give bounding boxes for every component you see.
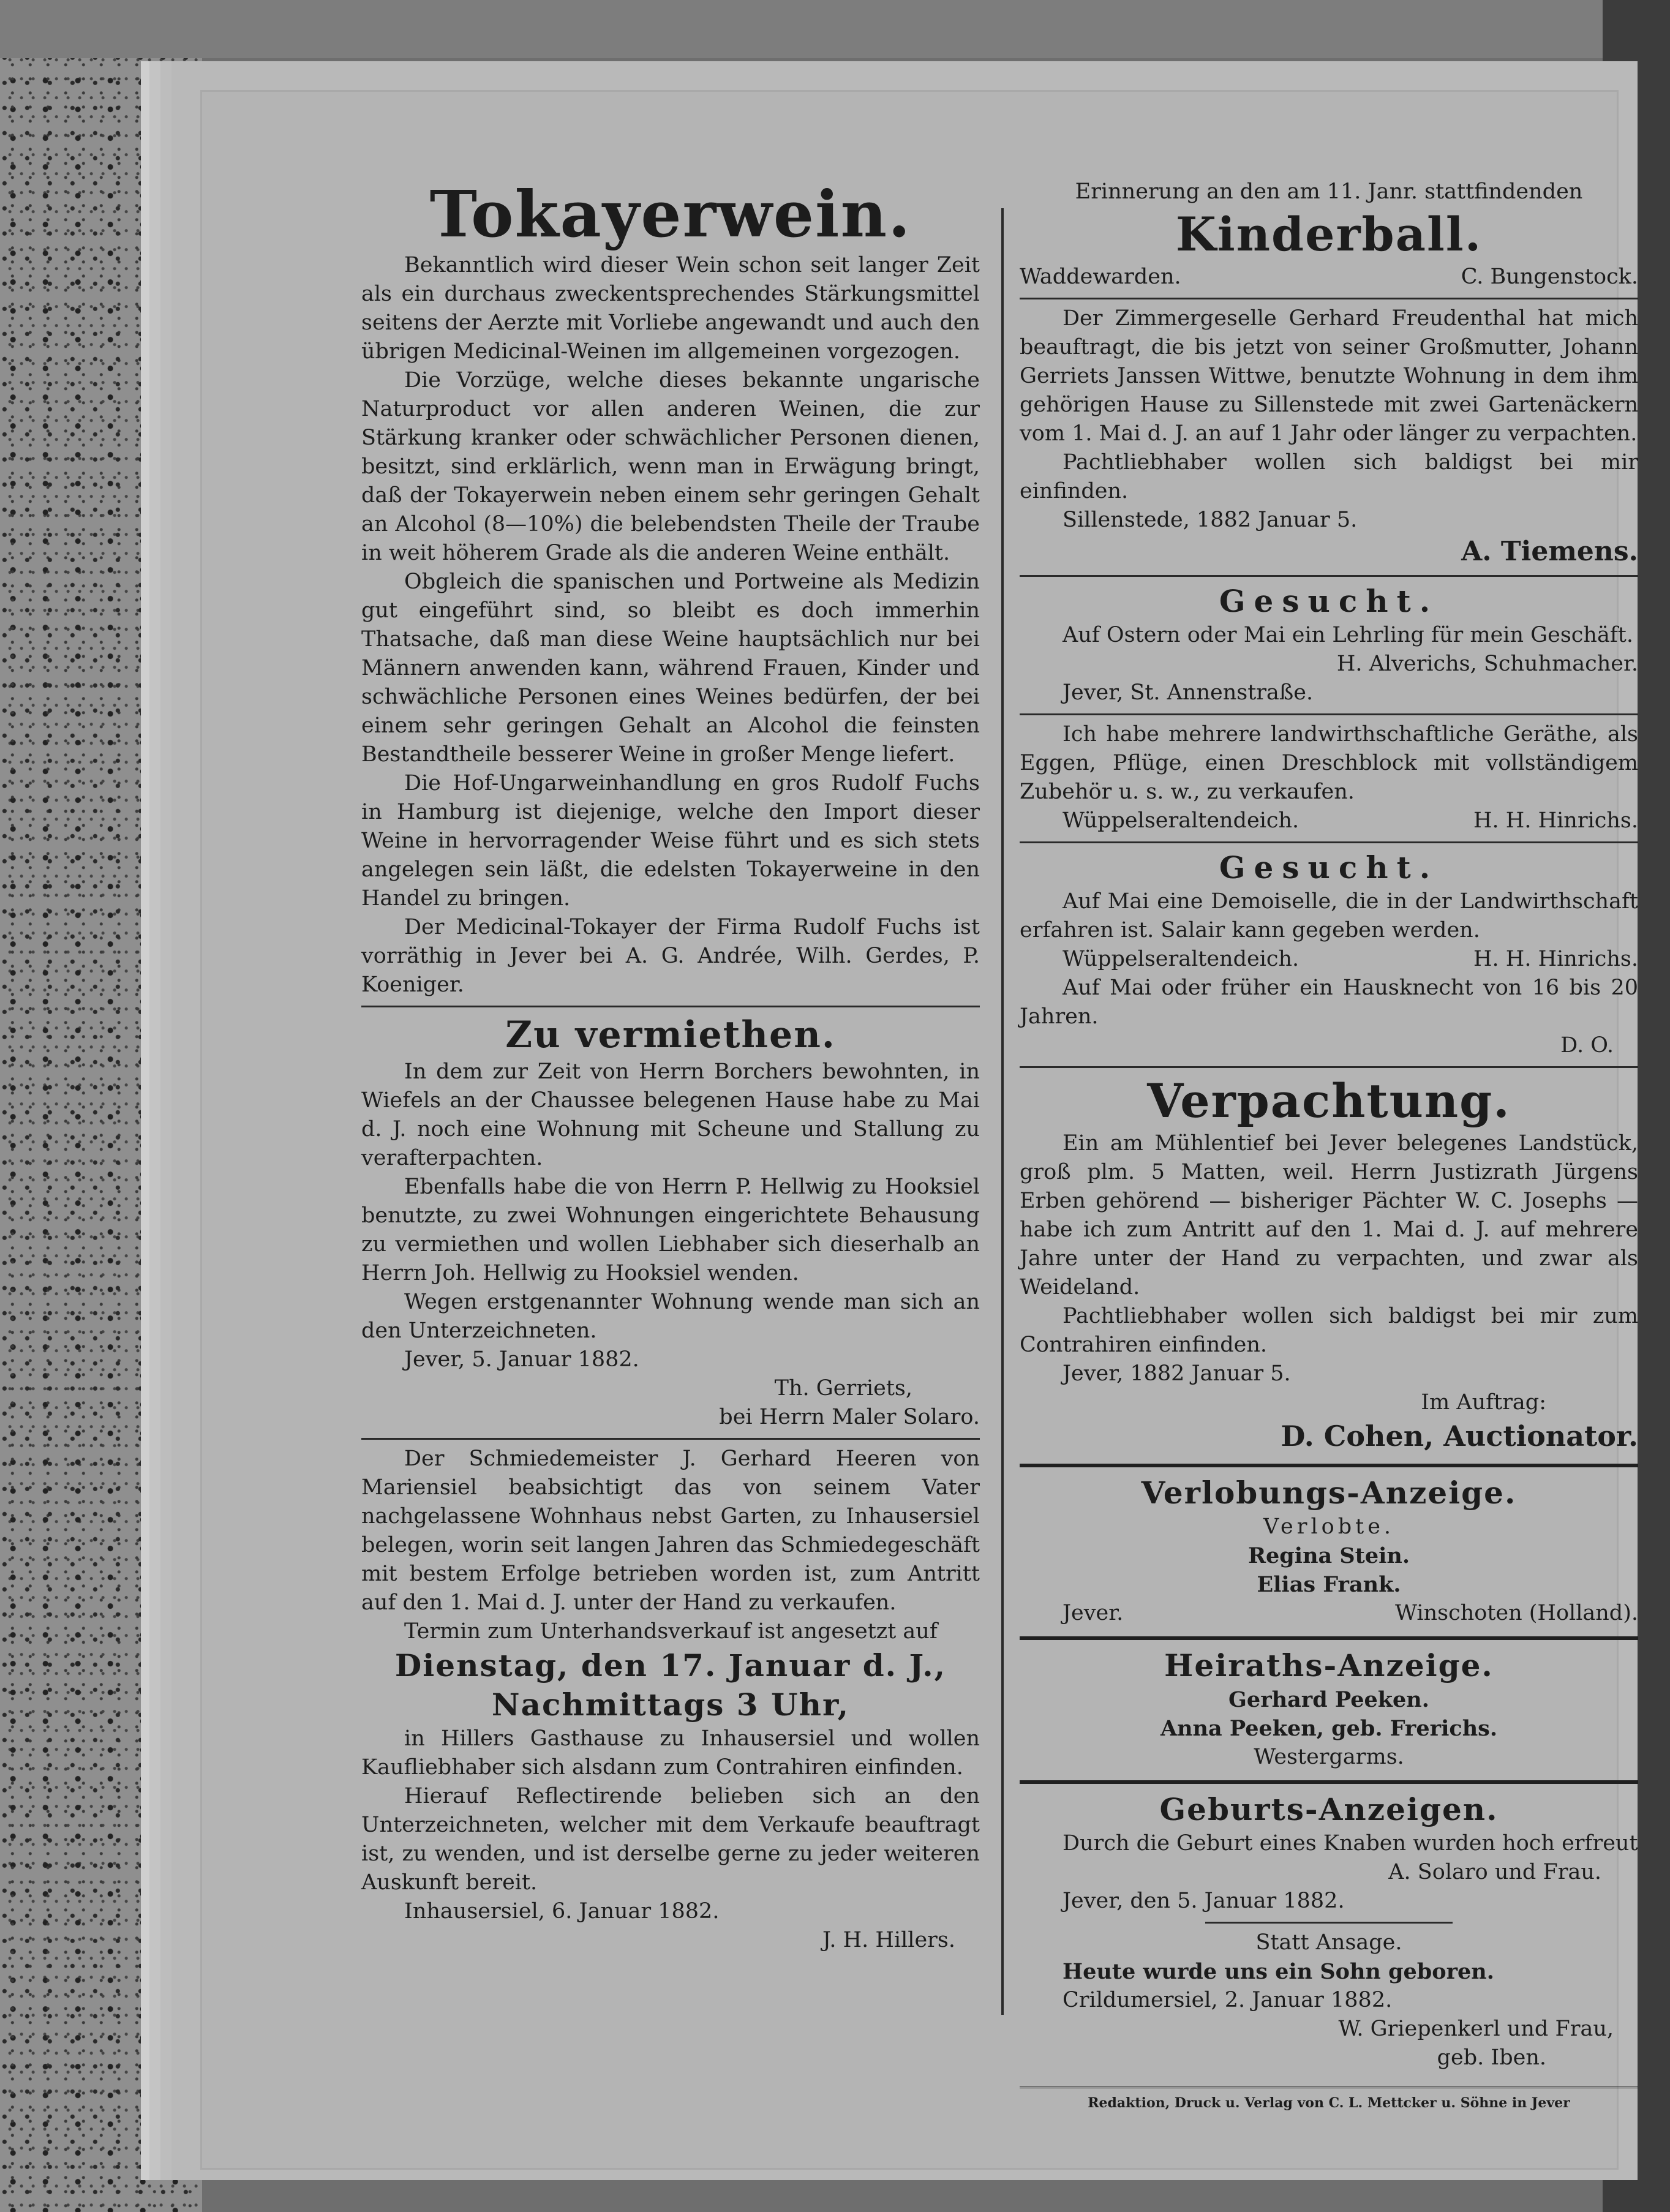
lease2-signature: D. Cohen, Auctionator. xyxy=(1281,1420,1638,1453)
sale-paragraph: Ich habe mehrere landwirthschaftliche Geräthe, als Eggen, Pflüge, einen Dreschblock mit vollständigem Zubehör u. s. w., zu verkaufen. xyxy=(1020,722,1638,804)
ball-title: Kinderball. xyxy=(1175,207,1483,261)
marriage-name: Gerhard Peeken. xyxy=(1228,1687,1429,1712)
birth-notice xyxy=(1020,1790,1638,2072)
separator xyxy=(1020,841,1638,843)
rent-signature: Th. Gerriets, xyxy=(774,1376,912,1401)
ball-footer xyxy=(1020,263,1638,292)
rent-ad xyxy=(361,1012,980,1432)
smith-paragraph: in Hillers Gasthause zu Inhausersiel und wollen Kaufliebhaber sich alsdann zum Contrahiren einfinden. xyxy=(361,1726,980,1780)
tokay-paragraph: Die Vorzüge, welche dieses bekannte ungarische Naturproduct vor allen anderen Weinen, die zur Stärkung kranker oder schwächlicher Personen dienen, besitzt, sind erklärlich, wenn man in Erwägung bringt, daß der Tokayerwein neben einem sehr geringen Gehalt an Alcohol (8—10%) die belebendsten Theile der Traube in weit höherem Grade als die anderen Weine enthält. xyxy=(361,368,980,565)
engagement-place: Jever. xyxy=(1063,1601,1124,1625)
wanted1-address: Jever, St. Annenstraße. xyxy=(1063,680,1314,705)
newspaper-page xyxy=(202,92,1638,2168)
separator xyxy=(1020,575,1638,577)
separator xyxy=(361,1438,980,1440)
wanted2-signature: D. O. xyxy=(1560,1033,1614,1058)
birth-place: Crildumersiel, 2. Januar 1882. xyxy=(1063,1988,1393,2012)
separator xyxy=(1020,298,1638,299)
lease2-title: Verpachtung. xyxy=(1147,1074,1511,1128)
smith-signature: J. H. Hillers. xyxy=(822,1928,955,1952)
lease2-paragraph: Ein am Mühlentief bei Jever belegenes Landstück, groß plm. 5 Matten, weil. Herrn Justizrath Jürgens Erben gehörend — bisheriger Pächter W. C. Josephs — habe ich zum Antritt auf den 1. Mai d. J. auf mehrere Jahre unter der Hand zu verpachten, und zwar als Weideland. xyxy=(1020,1131,1638,1300)
smith-paragraph: Termin zum Unterhandsverkauf ist angesetzt auf xyxy=(404,1619,938,1644)
lease1-ad xyxy=(1020,304,1638,569)
lease2-ad xyxy=(1020,1073,1638,1455)
ball-signature: C. Bungenstock. xyxy=(1461,265,1638,289)
birth-paragraph: Heute wurde uns ein Sohn geboren. xyxy=(1063,1959,1494,1984)
sale-footer xyxy=(1020,807,1638,835)
tokay-ad xyxy=(361,178,980,999)
separator xyxy=(1020,713,1638,715)
tokay-paragraph: Bekanntlich wird dieser Wein schon seit langer Zeit als ein durchaus zweckentsprechendes Stärkungsmittel seitens der Aerzte mit Vorliebe angewandt und auch den übrigen Medicinal-Weinen im allgemeinen vorgezogen. xyxy=(361,253,980,364)
lease2-paragraph: Pachtliebhaber wollen sich baldigst bei mir zum Contrahiren einfinden. xyxy=(1020,1304,1638,1357)
marriage-notice xyxy=(1020,1646,1638,1772)
smith-time: Nachmittags 3 Uhr, xyxy=(491,1687,850,1723)
ball-place: Waddewarden. xyxy=(1020,265,1181,289)
wanted1-signature: H. Alverichs, Schuhmacher. xyxy=(1336,652,1638,676)
birth-sub: Statt Ansage. xyxy=(1255,1930,1402,1955)
sale-signature: H. H. Hinrichs. xyxy=(1473,808,1638,833)
wanted2-title: Gesucht. xyxy=(1219,849,1439,886)
birth-signature-note: geb. Iben. xyxy=(1437,2045,1546,2070)
engagement-title: Verlobungs-Anzeige. xyxy=(1141,1475,1517,1511)
separator xyxy=(1205,1922,1453,1924)
marriage-name: Anna Peeken, geb. Frerichs. xyxy=(1160,1716,1498,1741)
sale-ad xyxy=(1020,720,1638,835)
lease1-paragraph: Der Zimmergeselle Gerhard Freudenthal hat mich beauftragt, die bis jetzt von seiner Großmutter, Johann Gerriets Janssen Wittwe, benutzte Wohnung in dem ihm gehörigen Hause zu Sillenstede mit zwei Gartenäckern vom 1. Mai d. J. an auf 1 Jahr oder länger zu verpachten. xyxy=(1020,306,1638,446)
tokay-paragraph: Die Hof-Ungarweinhandlung en gros Rudolf Fuchs in Hamburg ist diejenige, welche den Import dieser Weine in hervorragender Weise führt und es sich stets angelegen sein läßt, die edelsten Tokayerweine in den Handel zu bringen. xyxy=(361,771,980,911)
smith-paragraph: Hierauf Reflectirende belieben sich an den Unterzeichneten, welcher mit dem Verkaufe beauftragt ist, zu wenden, und ist derselbe gerne zu jeder weiteren Auskunft bereit. xyxy=(361,1784,980,1895)
birth-title: Geburts-Anzeigen. xyxy=(1159,1791,1499,1827)
wanted1-paragraph: Auf Ostern oder Mai ein Lehrling für mein Geschäft. xyxy=(1063,623,1633,647)
lease1-signature: A. Tiemens. xyxy=(1461,536,1638,567)
separator xyxy=(1020,1636,1638,1640)
rent-signature-note: bei Herrn Maler Solaro. xyxy=(719,1405,980,1429)
smith-ad xyxy=(361,1445,980,1955)
wanted2-place: Wüppelseraltendeich. xyxy=(1063,947,1300,971)
wanted2-signature: H. H. Hinrichs. xyxy=(1473,947,1638,971)
engagement-notice xyxy=(1020,1473,1638,1628)
engagement-place: Winschoten (Holland). xyxy=(1395,1601,1638,1625)
ball-ad xyxy=(1020,178,1638,292)
separator xyxy=(361,1006,980,1007)
wanted2-paragraph: Auf Mai oder früher ein Hausknecht von 16 bis 20 Jahren. xyxy=(1020,976,1638,1029)
tokay-paragraph: Der Medicinal-Tokayer der Firma Rudolf Fuchs ist vorräthig in Jever bei A. G. Andrée, Wilh. Gerdes, P. Koeniger. xyxy=(361,915,980,997)
birth-place: Jever, den 5. Januar 1882. xyxy=(1063,1889,1345,1913)
rent-paragraph: In dem zur Zeit von Herrn Borchers bewohnten, in Wiefels an der Chaussee belegenen Hause habe zu Mai d. J. noch eine Wohnung mit Scheune und Stallung zu verafterpachten. xyxy=(361,1059,980,1170)
rent-paragraph: Wegen erstgenannter Wohnung wende man sich an den Unterzeichneten. xyxy=(361,1290,980,1343)
lease1-paragraph: Pachtliebhaber wollen sich baldigst bei mir einfinden. xyxy=(1020,450,1638,503)
smith-paragraph: Der Schmiedemeister J. Gerhard Heeren von Mariensiel beabsichtigt das von seinem Vater nachgelassene Wohnhaus nebst Garten, zu Inhausersiel belegen, worin seit langen Jahren das Schmiedegeschäft mit bestem Erfolge betrieben worden ist, zum Antritt auf den 1. Mai d. J. unter der Hand zu verkaufen. xyxy=(361,1446,980,1615)
lease1-place: Sillenstede, 1882 Januar 5. xyxy=(1063,508,1358,532)
wanted1-title: Gesucht. xyxy=(1219,583,1439,619)
lease2-place: Jever, 1882 Januar 5. xyxy=(1063,1361,1291,1386)
backing-board-top xyxy=(0,0,1670,58)
ball-intro: Erinnerung an den am 11. Janr. stattfindenden xyxy=(1075,179,1583,204)
separator xyxy=(1020,1780,1638,1784)
column-divider xyxy=(1001,208,1004,2015)
imprint-footer: Redaktion, Druck u. Verlag von C. L. Mettcker u. Söhne in Jever xyxy=(1020,2086,1638,2113)
smith-date: Dienstag, den 17. Januar d. J., xyxy=(394,1647,947,1683)
marriage-place: Westergarms. xyxy=(1254,1745,1404,1769)
sale-place: Wüppelseraltendeich. xyxy=(1063,808,1300,833)
tokay-title: Tokayerwein. xyxy=(429,176,912,252)
rent-paragraph: Ebenfalls habe die von Herrn P. Hellwig zu Hooksiel benutzte, zu zwei Wohnungen eingerichtete Behausung zu vermiethen und wollen Liebhaber sich dieserhalb an Herrn Joh. Hellwig zu Hooksiel wenden. xyxy=(361,1175,980,1285)
birth-signature: A. Solaro und Frau. xyxy=(1388,1860,1601,1884)
wanted1-ad xyxy=(1020,582,1638,707)
engagement-sub: Verlobte. xyxy=(1263,1514,1395,1539)
tokay-paragraph: Obgleich die spanischen und Portweine als Medizin gut eingeführt sind, so bleibt es doch immerhin Thatsache, daß man diese Weine hauptsächlich nur bei Männern anwenden kann, während Frauen, Kinder und schwächliche Personen eines Weines bedürfen, der bei einem sehr geringen Gehalt an Alcohol die feinsten Bestandtheile besserer Weine in großer Menge liefert. xyxy=(361,570,980,767)
wanted2-footer xyxy=(1020,945,1638,974)
engagement-name: Regina Stein. xyxy=(1247,1543,1410,1568)
separator xyxy=(1020,1464,1638,1467)
birth-paragraph: Durch die Geburt eines Knaben wurden hoch erfreut xyxy=(1063,1831,1638,1856)
birth-signature: W. Griepenkerl und Frau, xyxy=(1338,2017,1614,2041)
wanted2-ad xyxy=(1020,848,1638,1060)
rent-place: Jever, 5. Januar 1882. xyxy=(404,1347,639,1372)
marriage-title: Heiraths-Anzeige. xyxy=(1164,1647,1494,1683)
engagement-name: Elias Frank. xyxy=(1257,1572,1401,1597)
wanted2-paragraph: Auf Mai eine Demoiselle, die in der Landwirthschaft erfahren ist. Salair kann gegeben werden. xyxy=(1020,889,1638,942)
right-column xyxy=(1020,178,1638,2113)
left-column xyxy=(361,178,980,1955)
separator xyxy=(1020,1066,1638,1068)
rent-title: Zu vermiethen. xyxy=(505,1014,836,1056)
engagement-places xyxy=(1020,1599,1638,1628)
lease2-order: Im Auftrag: xyxy=(1421,1390,1546,1415)
smith-place: Inhausersiel, 6. Januar 1882. xyxy=(404,1899,720,1924)
